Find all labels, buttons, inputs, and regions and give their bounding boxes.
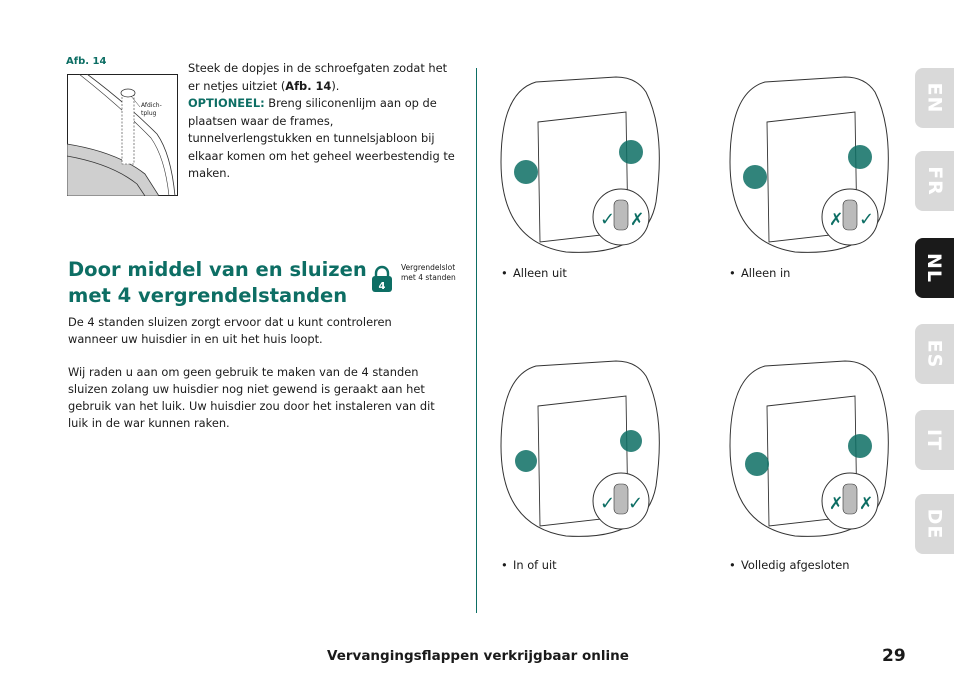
intro-text-end: ).: [331, 78, 340, 93]
mode-label: Alleen uit: [513, 266, 567, 280]
section-heading: Door middel van en sluizen met 4 vergrendelstanden: [68, 258, 367, 307]
optional-text: Breng siliconenlijm aan op de plaatsen waar de frames, tunnelverlengstukken en tunnelsjabloon bij elkaar komen om het geheel weerbestendig te maken.: [188, 96, 455, 180]
svg-text:✗: ✗: [829, 210, 844, 230]
mode-illustration-alleen-uit: [496, 72, 692, 257]
tab-label: NL: [923, 252, 946, 284]
figure-ref: Afb. 14: [285, 78, 332, 93]
tab-it[interactable]: [915, 410, 954, 470]
paragraph-1: De 4 standen sluizen zorgt ervoor dat u kunt controleren wanneer uw huisdier in en uit het huis loopt.: [68, 315, 392, 346]
figure-14-illustration: [67, 74, 178, 196]
column-divider: [476, 68, 477, 613]
installation-text: [188, 60, 458, 183]
tab-label: FR: [923, 166, 946, 196]
svg-text:✗: ✗: [859, 494, 874, 514]
mode-caption-alleen-uit: [501, 266, 567, 280]
footer-text: Vervangingsflappen verkrijgbaar online: [327, 648, 629, 664]
tab-de[interactable]: [915, 494, 954, 554]
body-text: [68, 314, 440, 448]
lock-caption: [401, 263, 461, 283]
bullet: •: [501, 558, 508, 572]
mode-label: Alleen in: [741, 266, 791, 280]
bullet: •: [729, 266, 736, 280]
svg-text:✗: ✗: [630, 210, 645, 230]
mode-label: Volledig afgesloten: [741, 558, 850, 572]
svg-text:✓: ✓: [600, 209, 616, 230]
figure-14-label: Afb. 14: [66, 56, 107, 67]
tab-label: EN: [923, 82, 946, 114]
lock-number: 4: [378, 281, 386, 292]
tab-en[interactable]: [915, 68, 954, 128]
tab-nl[interactable]: [915, 238, 954, 298]
tab-fr[interactable]: [915, 151, 954, 211]
mode-caption-alleen-in: [729, 266, 790, 280]
svg-text:tplug: tplug: [141, 110, 157, 117]
mode-caption-volledig-afgesloten: [729, 558, 849, 572]
lock-caption-line-2: met 4 standen: [401, 273, 456, 282]
svg-text:✗: ✗: [829, 494, 844, 514]
tab-label: ES: [923, 339, 946, 369]
svg-text:✓: ✓: [859, 209, 875, 230]
mode-label: In of uit: [513, 558, 557, 572]
tab-label: DE: [923, 508, 946, 540]
tab-label: IT: [923, 428, 946, 452]
lock-icon: [370, 265, 394, 293]
page-number: 29: [882, 646, 906, 666]
mode-illustration-in-of-uit: [496, 356, 692, 541]
intro-text: Steek de dopjes in de schroefgaten zodat het er netjes uitziet (: [188, 61, 448, 93]
bullet: •: [501, 266, 508, 280]
mode-illustration-volledig-afgesloten: [725, 356, 921, 541]
svg-text:✓: ✓: [628, 493, 644, 514]
mode-illustration-alleen-in: [725, 72, 921, 257]
svg-text:✓: ✓: [600, 493, 616, 514]
tab-es[interactable]: [915, 324, 954, 384]
paragraph-2: Wij raden u aan om geen gebruik te maken van de 4 standen sluizen zolang uw huisdier nog niet gewend is geraakt aan het gebruik van het luik. Uw huisdier zou door het instaleren van dit luik in de war kunnen raken.: [68, 365, 435, 430]
optional-label: OPTIONEEL:: [188, 96, 265, 110]
bullet: •: [729, 558, 736, 572]
svg-text:Afdich-: Afdich-: [141, 102, 162, 109]
lock-caption-line-1: Vergrendelslot: [401, 263, 456, 272]
mode-caption-in-of-uit: [501, 558, 557, 572]
